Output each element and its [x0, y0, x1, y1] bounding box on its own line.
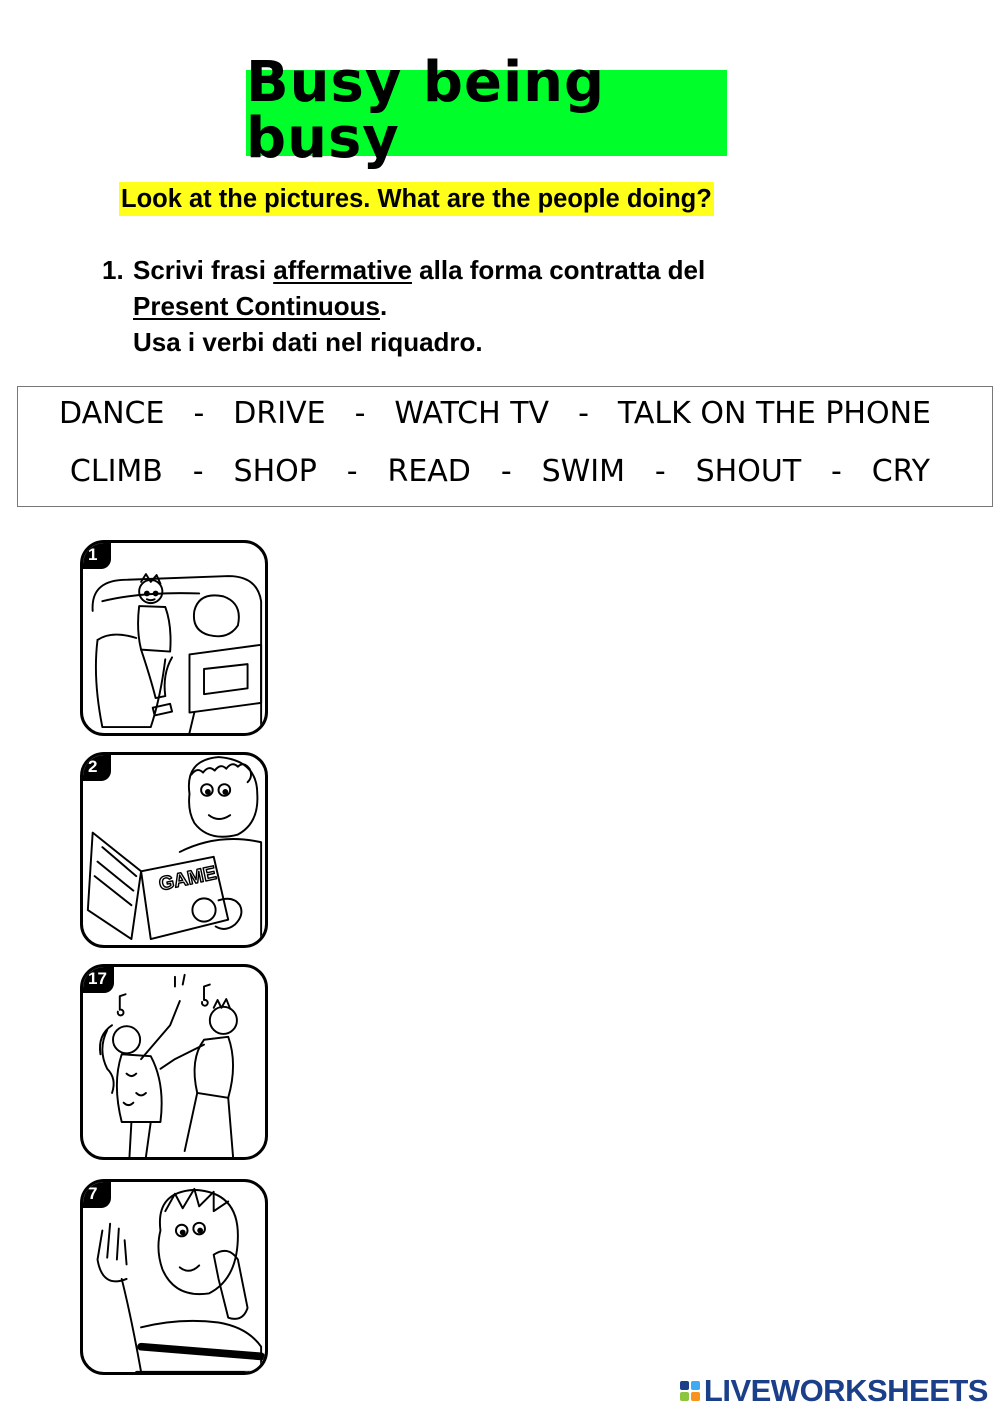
picture-7	[80, 1179, 268, 1375]
verb-shop: SHOP	[233, 453, 317, 489]
verb-shout: SHOUT	[695, 453, 802, 489]
verb-separator: -	[831, 453, 842, 489]
instruction-text: .	[380, 291, 388, 321]
verb-drive: DRIVE	[233, 395, 326, 431]
instruction-underlined: affermative	[273, 255, 412, 285]
logo-text: LIVEWORKSHEETS	[703, 1373, 988, 1408]
person-on-phone-icon	[83, 1182, 265, 1372]
instruction-line-1	[133, 252, 705, 288]
picture-2	[80, 752, 268, 948]
verb-separator: -	[654, 453, 666, 489]
verb-swim: SWIM	[541, 453, 625, 489]
picture-number: 2	[81, 753, 111, 781]
verb-separator: -	[354, 395, 366, 431]
page-title: Busy being busy	[246, 50, 606, 171]
verb-read: READ	[387, 453, 471, 489]
picture-number: 17	[81, 965, 114, 993]
picture-number: 1	[81, 541, 111, 569]
verb-separator: -	[578, 395, 589, 431]
verb-row-2	[40, 451, 960, 491]
couple-dancing-icon	[83, 967, 265, 1157]
magazine-text: GAME	[156, 861, 219, 896]
person-watching-tv-icon	[83, 543, 265, 733]
verb-watch-tv: WATCH TV	[394, 395, 550, 431]
verb-separator: -	[346, 453, 358, 489]
verb-separator: -	[500, 453, 512, 489]
verb-row-1	[30, 393, 960, 433]
verb-talk-on-the-phone: TALK ON THE PHONE	[617, 395, 931, 431]
verb-separator: -	[193, 395, 205, 431]
title-banner	[246, 50, 727, 171]
verb-cry: CRY	[871, 453, 930, 489]
subtitle: Look at the pictures. What are the people doing?	[119, 182, 714, 216]
liveworksheets-logo	[680, 1373, 988, 1409]
verb-separator: -	[192, 453, 204, 489]
instruction-text: alla forma contratta del	[411, 255, 706, 285]
person-reading-magazine-icon	[83, 755, 265, 945]
instruction-underlined: Present Continuous	[133, 291, 381, 321]
picture-17	[80, 964, 268, 1160]
instruction-number: 1.	[102, 255, 124, 285]
instruction-line-2	[133, 288, 705, 324]
picture-number: 7	[81, 1180, 111, 1208]
instruction-text: Scrivi frasi	[133, 255, 274, 285]
logo-icon	[680, 1381, 700, 1401]
instruction-line-3: Usa i verbi dati nel riquadro.	[133, 327, 483, 357]
verb-dance: DANCE	[59, 395, 165, 431]
picture-1	[80, 540, 268, 736]
verb-climb: CLIMB	[69, 453, 163, 489]
